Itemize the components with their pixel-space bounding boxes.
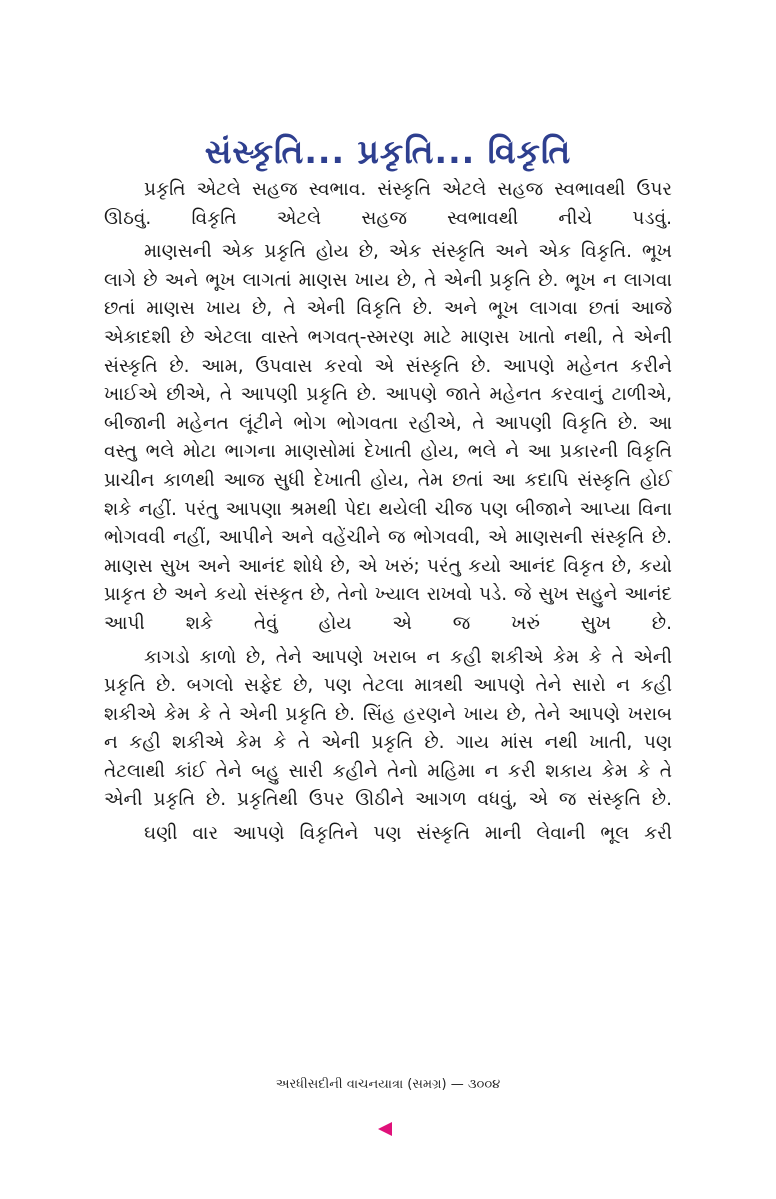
page-footer: અરધીસદીની વાચનયાત્રા (સમગ્ર) — ૩૦૦૪	[275, 1077, 501, 1092]
paragraph-2: માણસની એક પ્રકૃતિ હોય છે, એક સંસ્કૃતિ અને એક વિકૃતિ. ભૂખ લાગે છે અને ભૂખ લાગતાં માણસ ખાય છે, તે એની પ્રકૃતિ છે. ભૂખ ન લાગવા છતાં માણસ ખાય છે, તે એની વિકૃતિ છે. અને ભૂખ લાગવા છતાં આજે એકાદશી છે એટલા વાસ્તે ભગવત્-સ્મરણ માટે માણસ ખાતો નથી, તે એની સંસ્કૃતિ છે. આમ, ઉપવાસ કરવો એ સંસ્કૃતિ છે. આપણે મહેનત કરીને ખાઈએ છીએ, તે આપણી પ્રકૃતિ છે. આપણે જાતે મહેનત કરવાનું ટાળીએ, બીજાની મહેનત લૂંટીને ભોગ ભોગવતા રહીએ, તે આપણી વિકૃતિ છે. આ વસ્તુ ભલે મોટા ભાગના માણસોમાં દેખાતી હોય, ભલે ને આ પ્રકારની વિકૃતિ પ્રાચીન કાળથી આજ સુધી દેખાતી હોય, તેમ છતાં આ કદાપિ સંસ્કૃતિ હોઈ શકે નહીં. પરંતુ આપણા શ્રમથી પેદા થયેલી ચીજ પણ બીજાને આપ્યા વિના ભોગવવી નહીં, આપીને અને વહેંચીને જ ભોગવવી, એ માણસની સંસ્કૃતિ છે. માણસ સુખ અને આનંદ શોધે છે, એ ખરું; પરંતુ કયો આનંદ વિકૃત છે, કયો પ્રાકૃત છે અને કયો સંસ્કૃત છે, તેનો ખ્યાલ રાખવો પડે. જે સુખ સહુને આનંદ આપી શકે તેવું હોય એ જ ખરું સુખ છે.	[104, 241, 672, 634]
paragraph-1: પ્રકૃતિ એટલે સહજ સ્વભાવ. સંસ્કૃતિ એટલે સહજ સ્વભાવથી ઉપર ઊઠવું. વિકૃતિ એટલે સહજ સ્વભાવથી નીચે પડવું.	[104, 179, 672, 229]
paragraph-3: કાગડો કાળો છે, તેને આપણે ખરાબ ન કહી શકીએ કેમ કે તે એની પ્રકૃતિ છે. બગલો સફેદ છે, પણ તેટલા માત્રથી આપણે તેને સારો ન કહી શકીએ કેમ કે તે એની પ્રકૃતિ છે. સિંહ હરણને ખાય છે, તેને આપણે ખરાબ ન કહી શકીએ કેમ કે તે એની પ્રકૃતિ છે. ગાય માંસ નથી ખાતી, પણ તેટલાથી કાંઈ તેને બહુ સારી કહીને તેનો મહિમા ન કરી શકાય કેમ કે તે એની પ્રકૃતિ છે. પ્રકૃતિથી ઉપર ઊઠીને આગળ વધવું, એ જ સંસ્કૃતિ છે.	[104, 646, 672, 811]
article-body	[104, 176, 672, 849]
page-title: સંસ્કૃતિ... પ્રકૃતિ... વિકૃતિ	[204, 132, 572, 172]
paragraph-4: ઘણી વાર આપણે વિકૃતિને પણ સંસ્કૃતિ માની લેવાની ભૂલ કરી	[144, 823, 672, 845]
previous-page-icon[interactable]	[378, 1122, 392, 1136]
